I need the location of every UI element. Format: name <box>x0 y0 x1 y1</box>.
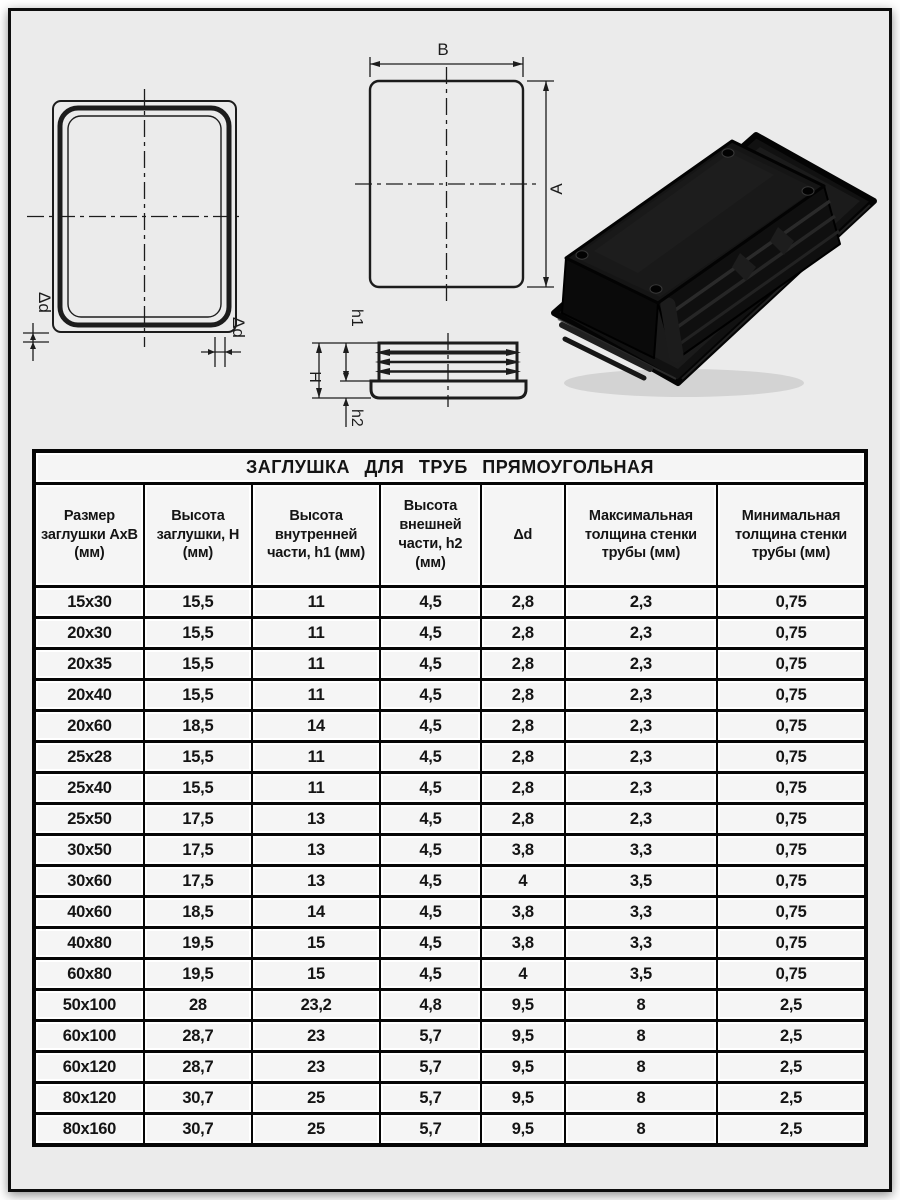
table-row <box>34 897 866 928</box>
table-row <box>34 959 866 990</box>
value-cell: 30,7 <box>144 1083 252 1114</box>
size-cell: 60x100 <box>34 1021 144 1052</box>
value-cell: 19,5 <box>144 959 252 990</box>
dim-label-h: H <box>306 371 323 383</box>
value-cell: 13 <box>252 804 380 835</box>
value-cell: 17,5 <box>144 804 252 835</box>
size-cell: 40x80 <box>34 928 144 959</box>
value-cell: 11 <box>252 618 380 649</box>
value-cell: 11 <box>252 773 380 804</box>
value-cell: 0,75 <box>717 711 866 742</box>
size-cell: 20x60 <box>34 711 144 742</box>
value-cell: 3,8 <box>481 928 565 959</box>
value-cell: 17,5 <box>144 866 252 897</box>
value-cell: 0,75 <box>717 835 866 866</box>
value-cell: 2,8 <box>481 711 565 742</box>
value-cell: 0,75 <box>717 618 866 649</box>
value-cell: 2,5 <box>717 1052 866 1083</box>
size-cell: 60x120 <box>34 1052 144 1083</box>
value-cell: 4,5 <box>380 773 481 804</box>
column-header: Высота заглушки, Н (мм) <box>144 484 252 587</box>
value-cell: 30,7 <box>144 1114 252 1146</box>
value-cell: 28,7 <box>144 1052 252 1083</box>
value-cell: 0,75 <box>717 804 866 835</box>
value-cell: 2,8 <box>481 680 565 711</box>
column-header: Высота внутренней части, h1 (мм) <box>252 484 380 587</box>
table-row <box>34 587 866 618</box>
value-cell: 9,5 <box>481 1052 565 1083</box>
table-row <box>34 804 866 835</box>
side-view-drawing <box>300 295 565 445</box>
value-cell: 2,3 <box>565 804 717 835</box>
value-cell: 2,8 <box>481 618 565 649</box>
table-title: ЗАГЛУШКА ДЛЯ ТРУБ ПРЯМОУГОЛЬНАЯ <box>34 451 866 484</box>
value-cell: 0,75 <box>717 742 866 773</box>
value-cell: 2,5 <box>717 1083 866 1114</box>
spec-table <box>32 449 868 1147</box>
value-cell: 18,5 <box>144 897 252 928</box>
value-cell: 13 <box>252 835 380 866</box>
column-header: Максимальная толщина стенки трубы (мм) <box>565 484 717 587</box>
value-cell: 4,8 <box>380 990 481 1021</box>
value-cell: 3,8 <box>481 897 565 928</box>
value-cell: 4,5 <box>380 897 481 928</box>
value-cell: 2,8 <box>481 587 565 618</box>
size-cell: 50x100 <box>34 990 144 1021</box>
value-cell: 0,75 <box>717 649 866 680</box>
value-cell: 5,7 <box>380 1021 481 1052</box>
value-cell: 9,5 <box>481 1021 565 1052</box>
value-cell: 4,5 <box>380 866 481 897</box>
value-cell: 4 <box>481 959 565 990</box>
value-cell: 2,3 <box>565 711 717 742</box>
value-cell: 2,5 <box>717 990 866 1021</box>
value-cell: 15,5 <box>144 773 252 804</box>
value-cell: 23 <box>252 1021 380 1052</box>
value-cell: 2,3 <box>565 742 717 773</box>
value-cell: 25 <box>252 1114 380 1146</box>
value-cell: 0,75 <box>717 959 866 990</box>
table-row <box>34 928 866 959</box>
value-cell: 28,7 <box>144 1021 252 1052</box>
column-header: Высота внешней части, h2 (мм) <box>380 484 481 587</box>
value-cell: 15,5 <box>144 587 252 618</box>
value-cell: 8 <box>565 1052 717 1083</box>
value-cell: 5,7 <box>380 1114 481 1146</box>
table-row <box>34 773 866 804</box>
value-cell: 2,5 <box>717 1114 866 1146</box>
table-row <box>34 742 866 773</box>
value-cell: 15 <box>252 959 380 990</box>
value-cell: 8 <box>565 1083 717 1114</box>
table-row <box>34 1052 866 1083</box>
size-cell: 25x50 <box>34 804 144 835</box>
value-cell: 23 <box>252 1052 380 1083</box>
size-cell: 20x35 <box>34 649 144 680</box>
value-cell: 14 <box>252 897 380 928</box>
column-header: Минимальная толщина стенки трубы (мм) <box>717 484 866 587</box>
technical-drawings <box>11 11 889 449</box>
value-cell: 9,5 <box>481 1114 565 1146</box>
size-cell: 30x60 <box>34 866 144 897</box>
table-row <box>34 990 866 1021</box>
size-cell: 15x30 <box>34 587 144 618</box>
table-body <box>34 587 866 1146</box>
value-cell: 19,5 <box>144 928 252 959</box>
size-cell: 40x60 <box>34 897 144 928</box>
value-cell: 14 <box>252 711 380 742</box>
value-cell: 8 <box>565 990 717 1021</box>
column-header: Δd <box>481 484 565 587</box>
value-cell: 15,5 <box>144 680 252 711</box>
value-cell: 2,8 <box>481 649 565 680</box>
size-cell: 60x80 <box>34 959 144 990</box>
value-cell: 11 <box>252 680 380 711</box>
value-cell: 17,5 <box>144 835 252 866</box>
table-row <box>34 711 866 742</box>
value-cell: 3,3 <box>565 928 717 959</box>
table-row <box>34 1114 866 1146</box>
dim-label-dd-left: Δd <box>35 292 54 313</box>
value-cell: 3,3 <box>565 897 717 928</box>
value-cell: 5,7 <box>380 1083 481 1114</box>
dim-label-h1: h1 <box>348 309 365 327</box>
product-photo <box>534 101 889 413</box>
size-cell: 80x120 <box>34 1083 144 1114</box>
value-cell: 15,5 <box>144 649 252 680</box>
value-cell: 4,5 <box>380 742 481 773</box>
table-row <box>34 1083 866 1114</box>
value-cell: 4,5 <box>380 711 481 742</box>
value-cell: 2,8 <box>481 742 565 773</box>
table-title-row <box>34 451 866 484</box>
value-cell: 4 <box>481 866 565 897</box>
size-cell: 20x40 <box>34 680 144 711</box>
value-cell: 11 <box>252 587 380 618</box>
value-cell: 0,75 <box>717 866 866 897</box>
value-cell: 2,3 <box>565 618 717 649</box>
size-cell: 25x28 <box>34 742 144 773</box>
table-row <box>34 866 866 897</box>
value-cell: 15,5 <box>144 742 252 773</box>
value-cell: 11 <box>252 649 380 680</box>
value-cell: 3,8 <box>481 835 565 866</box>
value-cell: 4,5 <box>380 649 481 680</box>
value-cell: 2,5 <box>717 1021 866 1052</box>
value-cell: 0,75 <box>717 928 866 959</box>
value-cell: 25 <box>252 1083 380 1114</box>
value-cell: 2,8 <box>481 773 565 804</box>
value-cell: 13 <box>252 866 380 897</box>
value-cell: 0,75 <box>717 773 866 804</box>
value-cell: 0,75 <box>717 680 866 711</box>
value-cell: 18,5 <box>144 711 252 742</box>
table-row <box>34 1021 866 1052</box>
value-cell: 3,5 <box>565 959 717 990</box>
size-cell: 20x30 <box>34 618 144 649</box>
value-cell: 23,2 <box>252 990 380 1021</box>
value-cell: 4,5 <box>380 587 481 618</box>
table-row <box>34 835 866 866</box>
value-cell: 3,5 <box>565 866 717 897</box>
size-cell: 25x40 <box>34 773 144 804</box>
table-row <box>34 680 866 711</box>
value-cell: 15 <box>252 928 380 959</box>
value-cell: 2,3 <box>565 680 717 711</box>
table-row <box>34 649 866 680</box>
table-row <box>34 618 866 649</box>
value-cell: 2,3 <box>565 587 717 618</box>
dim-label-h2: h2 <box>348 409 365 427</box>
value-cell: 2,8 <box>481 804 565 835</box>
value-cell: 4,5 <box>380 959 481 990</box>
value-cell: 9,5 <box>481 990 565 1021</box>
value-cell: 9,5 <box>481 1083 565 1114</box>
value-cell: 2,3 <box>565 649 717 680</box>
value-cell: 4,5 <box>380 928 481 959</box>
value-cell: 15,5 <box>144 618 252 649</box>
table-wrap <box>11 449 889 1147</box>
value-cell: 8 <box>565 1114 717 1146</box>
value-cell: 4,5 <box>380 680 481 711</box>
table-header-row <box>34 484 866 587</box>
value-cell: 28 <box>144 990 252 1021</box>
value-cell: 3,3 <box>565 835 717 866</box>
value-cell: 8 <box>565 1021 717 1052</box>
dim-label-dd-right: Δd <box>229 317 248 338</box>
value-cell: 4,5 <box>380 804 481 835</box>
dim-label-a: A <box>547 183 566 195</box>
value-cell: 5,7 <box>380 1052 481 1083</box>
value-cell: 2,3 <box>565 773 717 804</box>
dim-label-b: B <box>437 40 449 59</box>
value-cell: 0,75 <box>717 897 866 928</box>
value-cell: 11 <box>252 742 380 773</box>
value-cell: 4,5 <box>380 618 481 649</box>
column-header: Размер заглушки АхВ (мм) <box>34 484 144 587</box>
page-frame <box>8 8 892 1192</box>
value-cell: 4,5 <box>380 835 481 866</box>
size-cell: 30x50 <box>34 835 144 866</box>
value-cell: 0,75 <box>717 587 866 618</box>
front-view-drawing <box>19 89 249 394</box>
size-cell: 80x160 <box>34 1114 144 1146</box>
